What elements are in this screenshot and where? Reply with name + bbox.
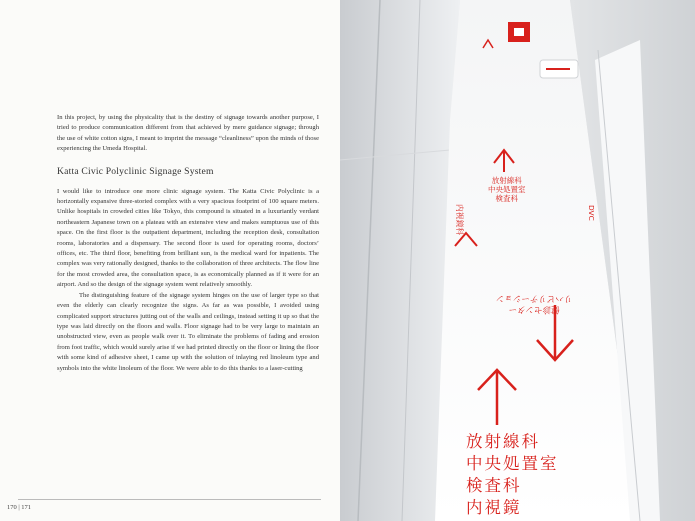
footer-rule <box>18 499 321 500</box>
floor-sign-upside-down <box>478 292 590 314</box>
body-paragraph-2: The distinguishing feature of the signage system hinges on the use of larger type so that even the elderly can clearly recognize the signs. As far as was possible, I avoided using complicated support structures jutting out of the walls and ceilings, instead setting it up so that the type was laid directly on the floors and walls. Floor signage had to be very large to maintain an unobstructed view, even as people walk over it. To eliminate the problems of fading and erosion from foot traffic, which would surely arise if we had printed directly on the floor or lining the floor with some kind of adhesive sheet, I came up with the solution of inlaying red linoleum type and symbols into the white linoleum of the floor. We were able to do this thanks to a laser-cutting <box>57 291 319 372</box>
floor-small-line-1: 放射線科 <box>491 176 522 185</box>
page-footer <box>0 491 340 521</box>
text-column <box>57 113 319 374</box>
floor-upside-line-2: リハビリテーション <box>495 293 573 303</box>
corridor-photo <box>340 0 695 521</box>
floor-sign-large <box>466 431 559 519</box>
floor-upside-line-1: 健診センター <box>508 304 560 314</box>
section-heading: Katta Civic Polyclinic Signage System <box>57 165 214 177</box>
floor-sign-small <box>488 176 526 203</box>
floor-small-line-3: 検査科 <box>495 194 518 203</box>
page-numbers: 170 | 171 <box>7 504 32 511</box>
body-paragraph-1: I would like to introduce one more clinic signage system. The Katta Civic Polyclinic is a horizontally expansive three-storied complex with a very spacious footprint of 100 square meters. Unlike hospitals in crowded cities like Tokyo, this compound is situated in a luxuriantly verdant northeastern Japanese town on a plateau with an extensive view and makes sumptuous use of this space. On the first floor is the outpatient department, including the reception desk, consultation rooms, laboratories and a dispensary. The second floor is used for operating rooms, doctors’ offices, etc. The third floor, benefiting from brilliant sun, is the medical ward for inpatients. The complex was very rationally designed, thanks to the collaboration of three architects. The flow line for the most crowded area, the consultation space, is as economically planned as if it were for an airport. And so the design of the signage system went relatively smoothly. <box>57 187 319 289</box>
intro-paragraph: In this project, by using the physicality that is the destiny of signage towards another purpose, I tried to produce communication different from that achieved by mere guidance signage; through the use of white cotton signs, I meant to imprint the message “cleanliness” upon the minds of those experiencing the Umeda Hospital. <box>57 114 319 153</box>
floor-big-line-4: 内視鏡 <box>466 498 522 517</box>
left-page <box>0 0 340 521</box>
floor-sign-side-right: DVC <box>587 205 596 221</box>
floor-big-line-1: 放射線科 <box>466 432 540 451</box>
floor-sign-side-left: 内視鏡科 <box>455 204 464 236</box>
floor-small-line-2: 中央処置室 <box>488 185 526 194</box>
floor-big-line-3: 検査科 <box>466 476 522 495</box>
floor-big-line-2: 中央処置室 <box>466 454 559 473</box>
